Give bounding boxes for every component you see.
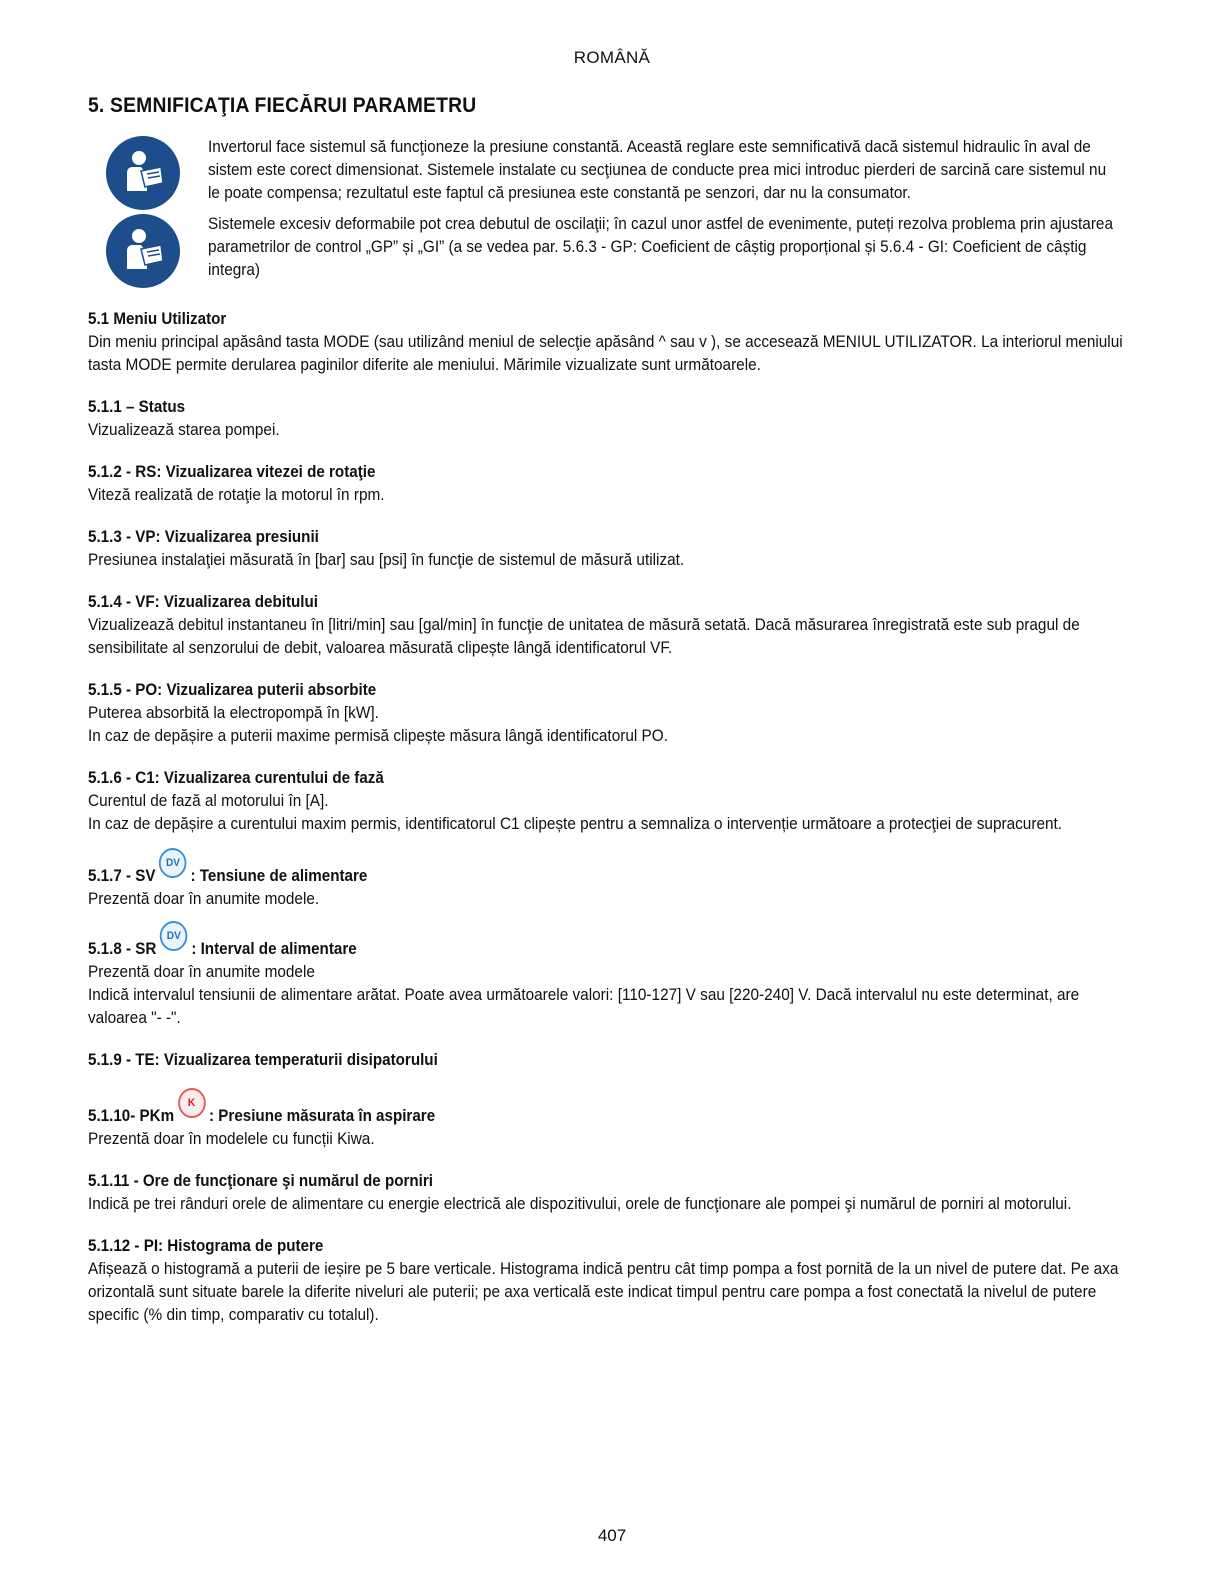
sections-content	[88, 308, 1128, 1346]
section-title	[88, 931, 1045, 961]
page-number: 407	[597, 1526, 627, 1545]
section-body: Din meniu principal apăsând tasta MODE (sau utilizând meniul de selecţie apăsând ^ sau v ), se accesează MENIUL UTILIZATOR. La interiorul meniului tasta MODE permite derularea paginilor diferite ale meniului. Mărimile vizualizate sunt următoarele.	[88, 333, 1123, 374]
section-title-prefix: 5.1.7 - SV	[88, 867, 156, 885]
section-5-1-2	[88, 461, 1128, 507]
section-body: In caz de depășire a curentului maxim permis, identificatorul C1 clipește pentru a semnaliza o intervenție următoare a protecţiei de supracurent.	[88, 815, 1063, 833]
section-body: Viteză realizată de rotaţie la motorul în rpm.	[88, 486, 385, 504]
section-body: Afișează o histogramă a puterii de ieșire pe 5 bare verticale. Histograma indică pentru cât timp pompa a fost pornită de la un nivel de putere dat. Pe axa orizontală sunt situate barele la diferite niveluri ale puterii; pe axa verticală este indicat timpul pentru care pompa a fost conectată la nivelul de putere specific (% din timp, comparativ cu totalul).	[88, 1260, 1119, 1324]
page-language-header: ROMÂNĂ	[573, 48, 651, 67]
section-title: 5.1.6 - C1: Vizualizarea curentului de fază	[88, 769, 384, 787]
section-body: Curentul de fază al motorului în [A].	[88, 792, 329, 810]
dv-model-icon: DV	[160, 921, 188, 951]
dv-model-icon: DV	[159, 848, 187, 878]
section-title: 5.1.3 - VP: Vizualizarea presiunii	[88, 528, 319, 546]
section-body: Prezentă doar în modelele cu funcții Kiwa.	[88, 1130, 375, 1148]
section-title: 5.1 Meniu Utilizator	[88, 310, 227, 328]
section-title: 5.1.4 - VF: Vizualizarea debitului	[88, 593, 319, 611]
section-title: 5.1.11 - Ore de funcţionare şi numărul de porniri	[88, 1172, 434, 1190]
section-5-1-8	[88, 931, 1128, 1030]
section-5-1-6	[88, 767, 1128, 836]
section-body: In caz de depășire a puterii maxime permisă clipește măsura lângă identificatorul PO.	[88, 727, 668, 745]
section-title-suffix: : Presiune măsurata în aspirare	[209, 1107, 436, 1125]
intro-paragraph-2: Sistemele excesiv deformabile pot crea debutul de oscilaţii; în cazul unor astfel de evenimente, puteți rezolva problema prin ajustarea parametrilor de control „GP” și „GI” (a se vedea par. 5.6.3 - GP: Coeficient de câștig proporțional și 5.6.4 - GI: Coeficient de câștig integra)	[208, 215, 1114, 279]
section-body: Vizualizează starea pompei.	[88, 421, 280, 439]
section-5-1-9	[88, 1049, 1128, 1072]
read-manual-icon	[106, 136, 180, 210]
section-5-1-1	[88, 396, 1128, 442]
section-5-1-5	[88, 679, 1128, 748]
section-5-1-7	[88, 858, 1128, 911]
section-title: 5.1.9 - TE: Vizualizarea temperaturii disipatorului	[88, 1051, 438, 1069]
section-5-1-11	[88, 1170, 1128, 1216]
section-5-1-10	[88, 1098, 1128, 1151]
section-title-prefix: 5.1.10- PKm	[88, 1107, 175, 1125]
intro-icons	[106, 136, 182, 292]
section-title: 5.1.2 - RS: Vizualizarea vitezei de rotaţie	[88, 463, 376, 481]
section-body: Presiunea instalaţiei măsurată în [bar] sau [psi] în funcţie de sistemul de măsură utilizat.	[88, 551, 685, 569]
intro-text	[208, 136, 1118, 290]
section-body: Puterea absorbită la electropompă în [kW].	[88, 704, 379, 722]
section-body: Vizualizează debitul instantaneu în [litri/min] sau [gal/min] în funcţie de unitatea de măsură setată. Dacă măsurarea înregistrată este sub pragul de sensibilitate al senzorului de debit, valoarea măsurată clipește lângă identificatorul VF.	[88, 616, 1080, 657]
section-body: Indică pe trei rânduri orele de alimentare cu energie electrică ale dispozitivului, orele de funcţionare ale pompei şi numărul de porniri al motorului.	[88, 1195, 1072, 1213]
section-5-1	[88, 308, 1128, 377]
section-title: 5.1.5 - PO: Vizualizarea puterii absorbite	[88, 681, 377, 699]
section-body: Prezentă doar în anumite modele	[88, 963, 315, 981]
section-title: 5.1.12 - PI: Histograma de putere	[88, 1237, 324, 1255]
chapter-title: 5. SEMNIFICAŢIA FIECĂRUI PARAMETRU	[88, 94, 477, 117]
section-title-suffix: : Tensiune de alimentare	[190, 867, 368, 885]
kiwa-model-icon: K	[178, 1088, 206, 1118]
section-body: Prezentă doar în anumite modele.	[88, 890, 320, 908]
section-title-suffix: : Interval de alimentare	[191, 940, 357, 958]
section-title: 5.1.1 – Status	[88, 398, 186, 416]
section-5-1-12	[88, 1235, 1128, 1327]
read-manual-icon	[106, 214, 180, 288]
section-5-1-3	[88, 526, 1128, 572]
section-body: Indică intervalul tensiunii de alimentare arătat. Poate avea următoarele valori: [110-127] V sau [220-240] V. Dacă intervalul nu este determinat, are valoarea "- -".	[88, 986, 1080, 1027]
section-title	[88, 858, 1045, 888]
intro-paragraph-1: Invertorul face sistemul să funcţioneze la presiune constantă. Această reglare este semnificativă dacă sistemul hidraulic în aval de sistem este corect dimensionat. Sistemele instalate cu secţiunea de conducte prea mici introduc pierderi de sarcină care sistemul nu le poate compensa; rezultatul este faptul că presiunea este constantă pe senzori, dar nu la consumator.	[208, 138, 1107, 202]
section-title	[88, 1098, 1045, 1128]
section-title-prefix: 5.1.8 - SR	[88, 940, 157, 958]
section-5-1-4	[88, 591, 1128, 660]
